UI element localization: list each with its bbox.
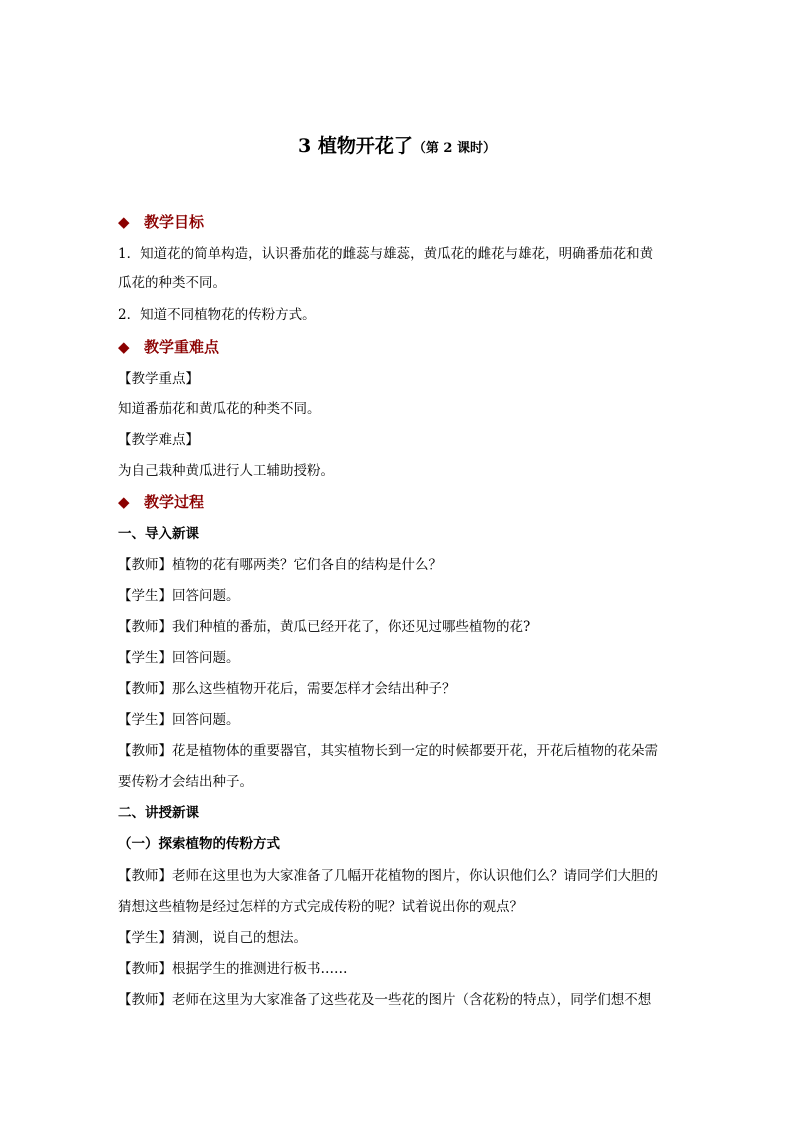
paragraph-line: 【学生】回答问题。 <box>118 712 240 728</box>
diamond-bullet-icon: ◆ <box>118 338 130 356</box>
diamond-bullet-icon: ◆ <box>118 213 130 231</box>
section-heading-label: 教学过程 <box>144 493 205 511</box>
section-heading-label: 教学重难点 <box>144 338 220 356</box>
paragraph-line: 猜想这些植物是经过怎样的方式完成传粉的呢？试着说出你的观点？ <box>118 899 523 915</box>
subheading-line: （一）探索植物的传粉方式 <box>118 836 280 852</box>
paragraph-line: 【教师】老师在这里也为大家准备了几幅开花植物的图片，你认识他们么？请同学们大胆的 <box>118 868 658 884</box>
paragraph-line: 【教师】根据学生的推测进行板书…… <box>118 961 348 977</box>
paragraph-line: 要传粉才会结出种子。 <box>118 774 253 790</box>
paragraph-line: 【教学难点】 <box>118 432 199 448</box>
section-heading-label: 教学目标 <box>144 213 205 231</box>
section-heading-process <box>118 491 204 513</box>
document-title <box>0 134 794 161</box>
title-subtitle: （第 2 课时） <box>412 141 496 156</box>
paragraph-line: 【教师】植物的花有哪两类？它们各自的结构是什么？ <box>118 557 442 573</box>
paragraph-line: 【教师】花是植物体的重要器官，其实植物长到一定的时候都要开花，开花后植物的花朵需 <box>118 743 658 759</box>
subheading-line: 一、导入新课 <box>118 526 199 542</box>
paragraph-line: 【学生】猜测，说自己的想法。 <box>118 930 307 946</box>
paragraph-line: 为自己栽种黄瓜进行人工辅助授粉。 <box>118 463 334 479</box>
paragraph-line: 知道番茄花和黄瓜花的种类不同。 <box>118 401 321 417</box>
paragraph-line: 【学生】回答问题。 <box>118 588 240 604</box>
paragraph-line: 【教学重点】 <box>118 371 199 387</box>
diamond-bullet-icon: ◆ <box>118 493 130 511</box>
paragraph-line: 2．知道不同植物花的传粉方式。 <box>118 307 316 323</box>
subheading-line: 二、讲授新课 <box>118 805 199 821</box>
section-heading-key-points <box>118 336 219 358</box>
paragraph-line: 【教师】我们种植的番茄，黄瓜已经开花了，你还见过哪些植物的花? <box>118 619 531 635</box>
paragraph-line: 【学生】回答问题。 <box>118 650 240 666</box>
paragraph-line: 【教师】那么这些植物开花后，需要怎样才会结出种子？ <box>118 681 456 697</box>
title-main: 3 植物开花了 <box>298 135 413 157</box>
paragraph-line: 【教师】老师在这里为大家准备了这些花及一些花的图片（含花粉的特点），同学们想不想 <box>118 992 652 1008</box>
paragraph-line: 1．知道花的简单构造，认识番茄花的雌蕊与雄蕊，黄瓜花的雌花与雄花，明确番茄花和黄 <box>118 246 654 262</box>
paragraph-line: 瓜花的种类不同。 <box>118 275 226 291</box>
section-heading-goals <box>118 211 204 233</box>
